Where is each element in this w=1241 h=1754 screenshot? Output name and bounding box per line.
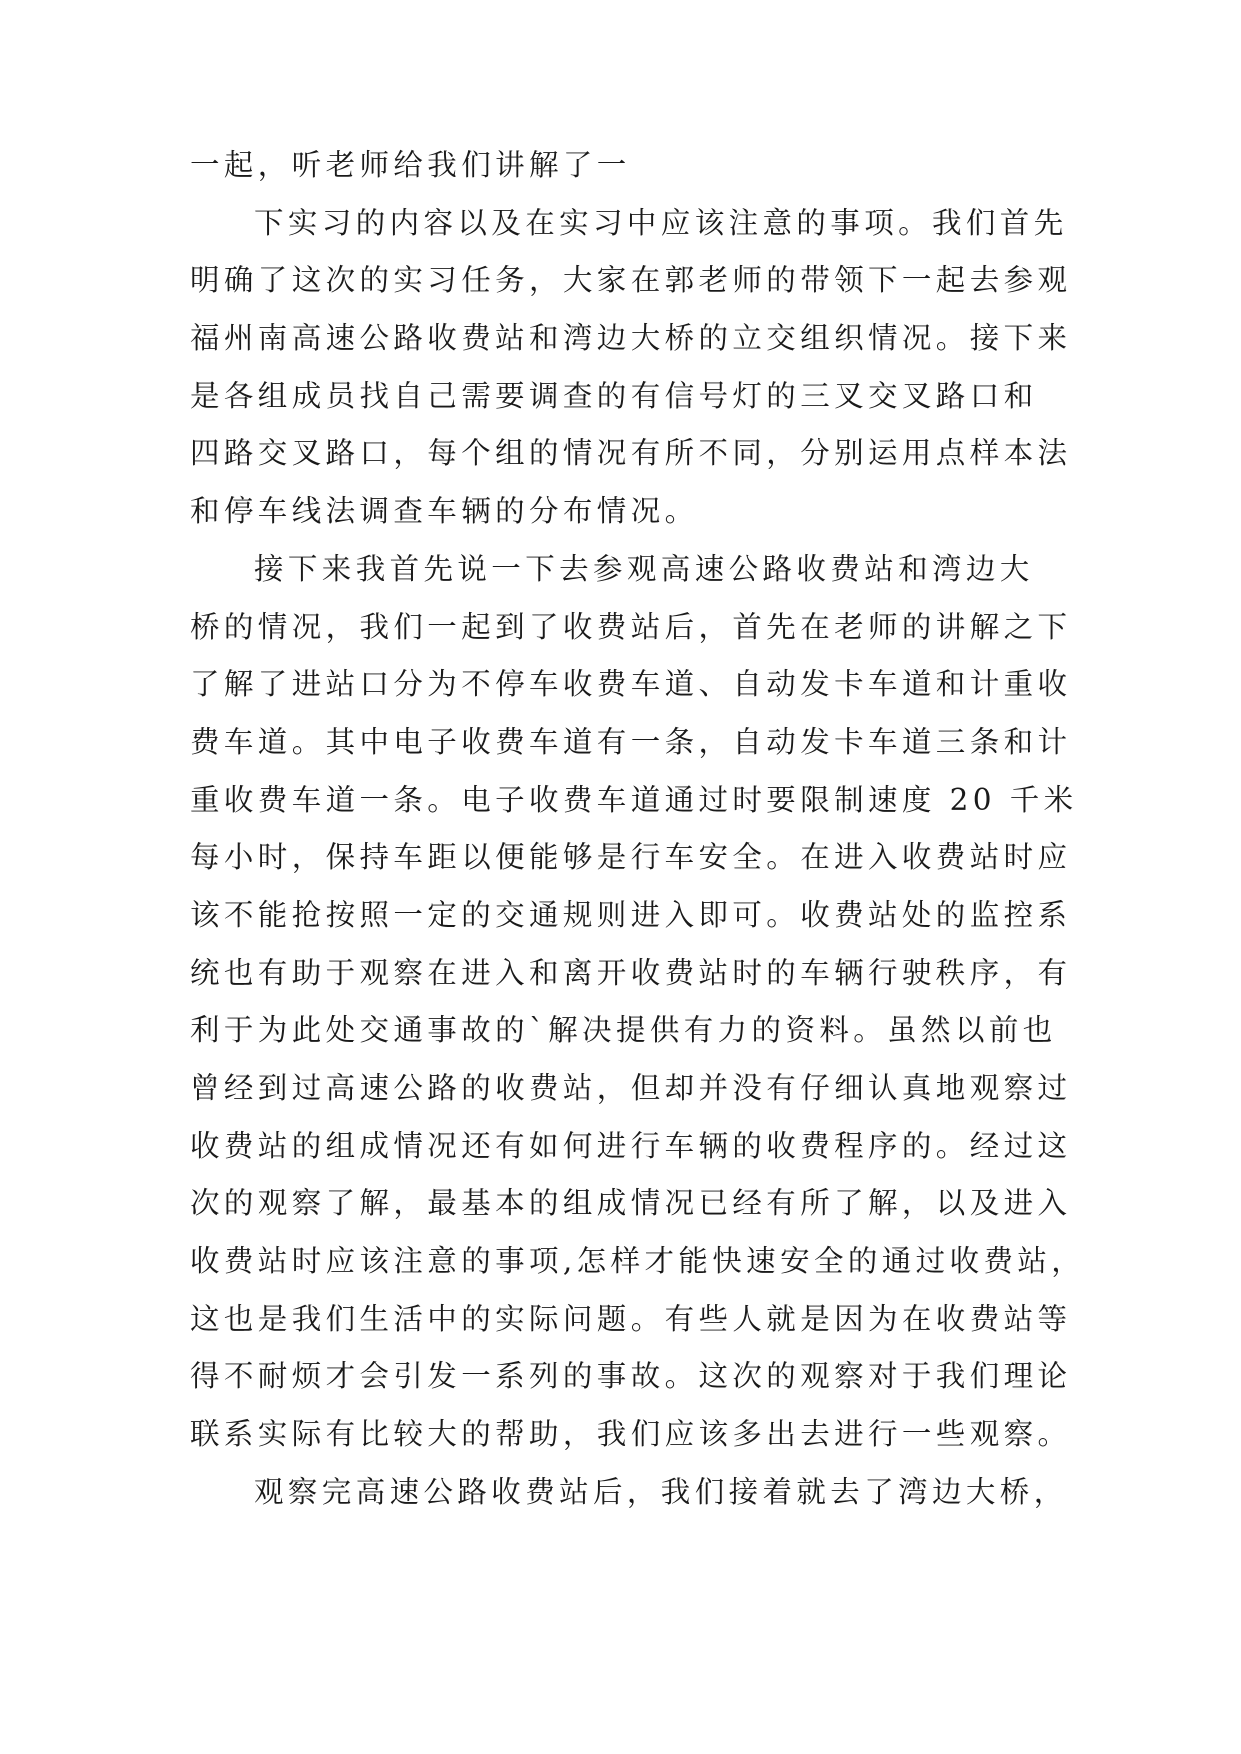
text-line: 统也有助于观察在进入和离开收费站时的车辆行驶秩序，有 bbox=[190, 955, 1072, 990]
text-line: 得不耐烦才会引发一系列的事故。这次的观察对于我们理论 bbox=[190, 1359, 1072, 1394]
text-line: 联系实际有比较大的帮助，我们应该多出去进行一些观察。 bbox=[190, 1417, 1072, 1452]
text-line: 收费站的组成情况还有如何进行车辆的收费程序的。经过这 bbox=[190, 1128, 1072, 1163]
text-line: 观察完高速公路收费站后，我们接着就去了湾边大桥， bbox=[254, 1474, 1068, 1509]
text-line: 一起，听老师给我们讲解了一 bbox=[190, 148, 631, 182]
text-line: 利于为此处交通事故的`解决提供有力的资料。虽然以前也 bbox=[190, 1013, 1057, 1048]
text-line: 明确了这次的实习任务，大家在郭老师的带领下一起去参观 bbox=[190, 263, 1072, 298]
body-text bbox=[190, 137, 1086, 1522]
text-line: 桥的情况，我们一起到了收费站后，首先在老师的讲解之下 bbox=[190, 609, 1072, 644]
text-line: 福州南高速公路收费站和湾边大桥的立交组织情况。接下来 bbox=[190, 321, 1072, 356]
text-line: 了解了进站口分为不停车收费车道、自动发卡车道和计重收 bbox=[190, 667, 1072, 702]
text-line: 和停车线法调查车辆的分布情况。 bbox=[190, 494, 699, 529]
text-line: 次的观察了解，最基本的组成情况已经有所了解，以及进入 bbox=[190, 1186, 1072, 1221]
text-line: 费车道。其中电子收费车道有一条，自动发卡车道三条和计 bbox=[190, 724, 1072, 759]
text-line: 曾经到过高速公路的收费站，但却并没有仔细认真地观察过 bbox=[190, 1071, 1072, 1105]
text-line: 该不能抢按照一定的交通规则进入即可。收费站处的监控系 bbox=[190, 897, 1072, 932]
text-line: 四路交叉路口，每个组的情况有所不同，分别运用点样本法 bbox=[190, 436, 1072, 471]
text-line: 是各组成员找自己需要调查的有信号灯的三叉交叉路口和 bbox=[190, 378, 1038, 413]
text-line: 下实习的内容以及在实习中应该注意的事项。我们首先 bbox=[254, 205, 1068, 240]
text-line: 这也是我们生活中的实际问题。有些人就是因为在收费站等 bbox=[190, 1301, 1072, 1336]
text-line: 接下来我首先说一下去参观高速公路收费站和湾边大 bbox=[254, 551, 1034, 586]
text-line: 每小时，保持车距以便能够是行车安全。在进入收费站时应 bbox=[190, 840, 1072, 875]
text-line: 重收费车道一条。电子收费车道通过时要限制速度 20 千米 bbox=[190, 782, 1078, 817]
text-line: 收费站时应该注意的事项,怎样才能快速安全的通过收费站， bbox=[190, 1244, 1086, 1279]
